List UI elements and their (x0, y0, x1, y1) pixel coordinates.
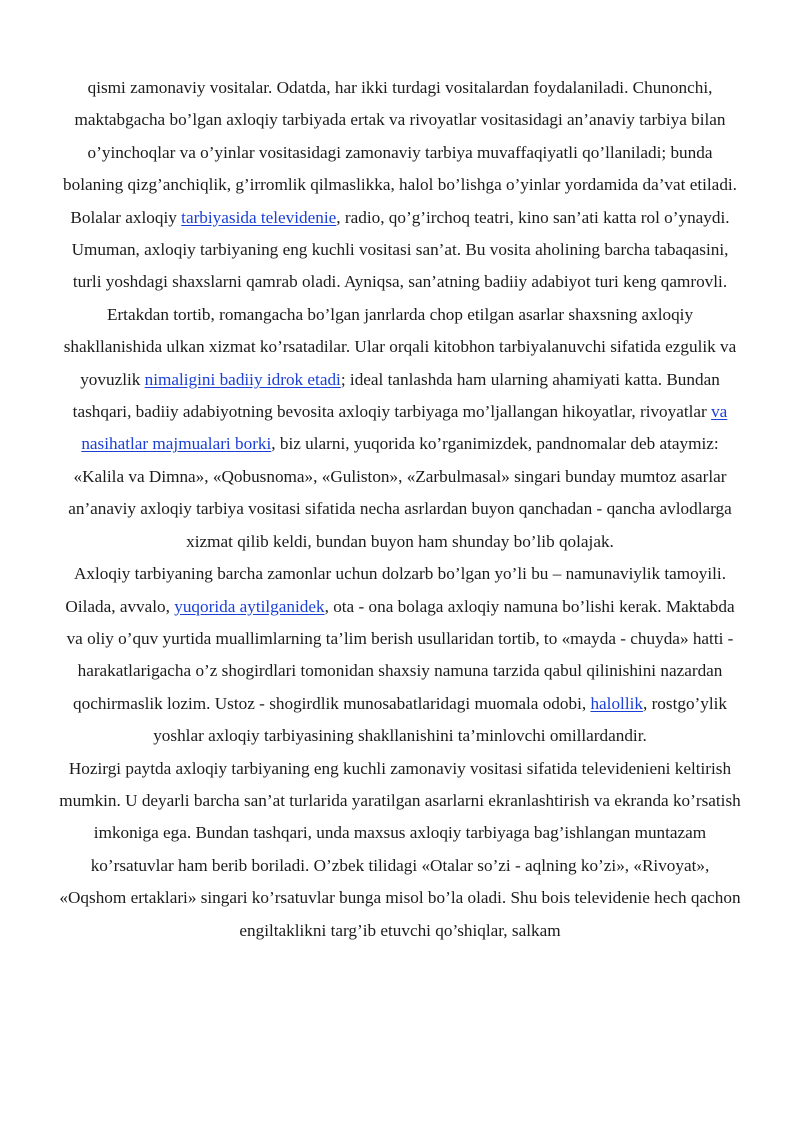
link-nimaligini-badiiy-idrok-etadi[interactable]: nimaligini badiiy idrok etadi (144, 369, 341, 389)
text-run: qismi zamonaviy vositalar. Odatda, har ikki turdagi vositalardan foydalaniladi. Chunonchi, maktabgacha bo’lgan axloqiy tarbiyada ertak va rivoyatlar vositasidagi an’anaviy tarbiya bilan o’yinchoqlar va o’yinlar vositasidagi zamonaviy tarbiya muvaffaqiyatli qo’llaniladi; bunda bolaning qizg’anchiqlik, g’irromlik qilmaslikka, halol bo’lishga o’yinlar yordamida da’vat etiladi. Bolalar axloqiy (63, 78, 737, 227)
paragraph-3 (58, 558, 742, 752)
link-yuqorida-aytilganidek[interactable]: yuqorida aytilganidek (174, 596, 325, 616)
document-page (58, 72, 742, 947)
text-run: , ota - ona bolaga axloqiy namuna bo’lishi kerak. Maktabda va oliy o’quv yurtida muallimlarning ta’lim berish usullaridan tortib, to «mayda - chuyda» hatti - harakatlarigacha o’z shogirdlari tomonidan shaxsiy namuna tarzida qabul qilinishini nazardan qochirmaslik lozim. Ustoz - shogirdlik munosabatlaridagi muomala odobi, (66, 596, 735, 713)
text-run: , biz ularni, yuqorida ko’rganimizdek, pandnomalar deb ataymiz: «Kalila va Dimna», «Qobusnoma», «Guliston», «Zarbulmasal» singari bunday mumtoz asarlar an’anaviy axloqiy tarbiya vositasi sifatida necha asrlardan buyon qanchadan - qancha avlodlarga xizmat qilib keldi, bundan buyon ham shunday bo’lib qolajak. (68, 434, 732, 551)
link-va-nasihatlar-majmualari-borki[interactable]: va nasihatlar majmualari borki (81, 402, 728, 454)
text-run: , rostgo’ylik yoshlar axloqiy tarbiyasining shakllanishini ta’minlovchi omillardandir. (153, 693, 727, 746)
paragraph-2 (58, 234, 742, 558)
link-halollik[interactable]: halollik (590, 693, 643, 713)
paragraph-1 (58, 72, 742, 234)
text-run: , radio, qo’g’irchoq teatri, kino san’ati katta rol o’ynaydi. (336, 207, 730, 227)
text-run: ; ideal tanlashda ham ularning ahamiyati katta. Bundan tashqari, badiiy adabiyotning bevosita axloqiy tarbiyaga mo’ljallangan hikoyatlar, rivoyatlar (72, 369, 720, 422)
paragraph-4 (58, 753, 742, 947)
text-run: Axloqiy tarbiyaning barcha zamonlar uchun dolzarb bo’lgan yo’li bu – namunaviylik tamoyili. Oilada, avvalo, (65, 564, 726, 616)
text-run: Umuman, axloqiy tarbiyaning eng kuchli vositasi san’at. Bu vosita aholining barcha tabaqasini, turli yoshdagi shaxslarni qamrab oladi. Ayniqsa, san’atning badiiy adabiyot turi keng qamrovli. Ertakdan tortib, romangacha bo’lgan janrlarda chop etilgan asarlar shaxsning axloqiy shakllanishida ulkan xizmat ko’rsatadilar. Ular orqali kitobhon tarbiyalanuvchi sifatida ezgulik va yovuzlik (63, 240, 737, 389)
text-run: Hozirgi paytda axloqiy tarbiyaning eng kuchli zamonaviy vositasi sifatida televidenieni keltirish mumkin. U deyarli barcha san’at turlarida yaratilgan asarlarni ekranlashtirish va ekranda ko’rsatish imkoniga ega. Bundan tashqari, unda maxsus axloqiy tarbiyaga bag’ishlangan muntazam ko’rsatuvlar ham berib boriladi. O’zbek tilidagi «Otalar so’zi - aqlning ko’zi», «Rivoyat», «Oqshom ertaklari» singari ko’rsatuvlar bunga misol bo’la oladi. Shu bois televidenie hech qachon engiltaklikni targ’ib etuvchi qo’shiqlar, salkam (59, 758, 741, 940)
link-tarbiyasida-televidenie[interactable]: tarbiyasida televidenie (181, 207, 337, 227)
